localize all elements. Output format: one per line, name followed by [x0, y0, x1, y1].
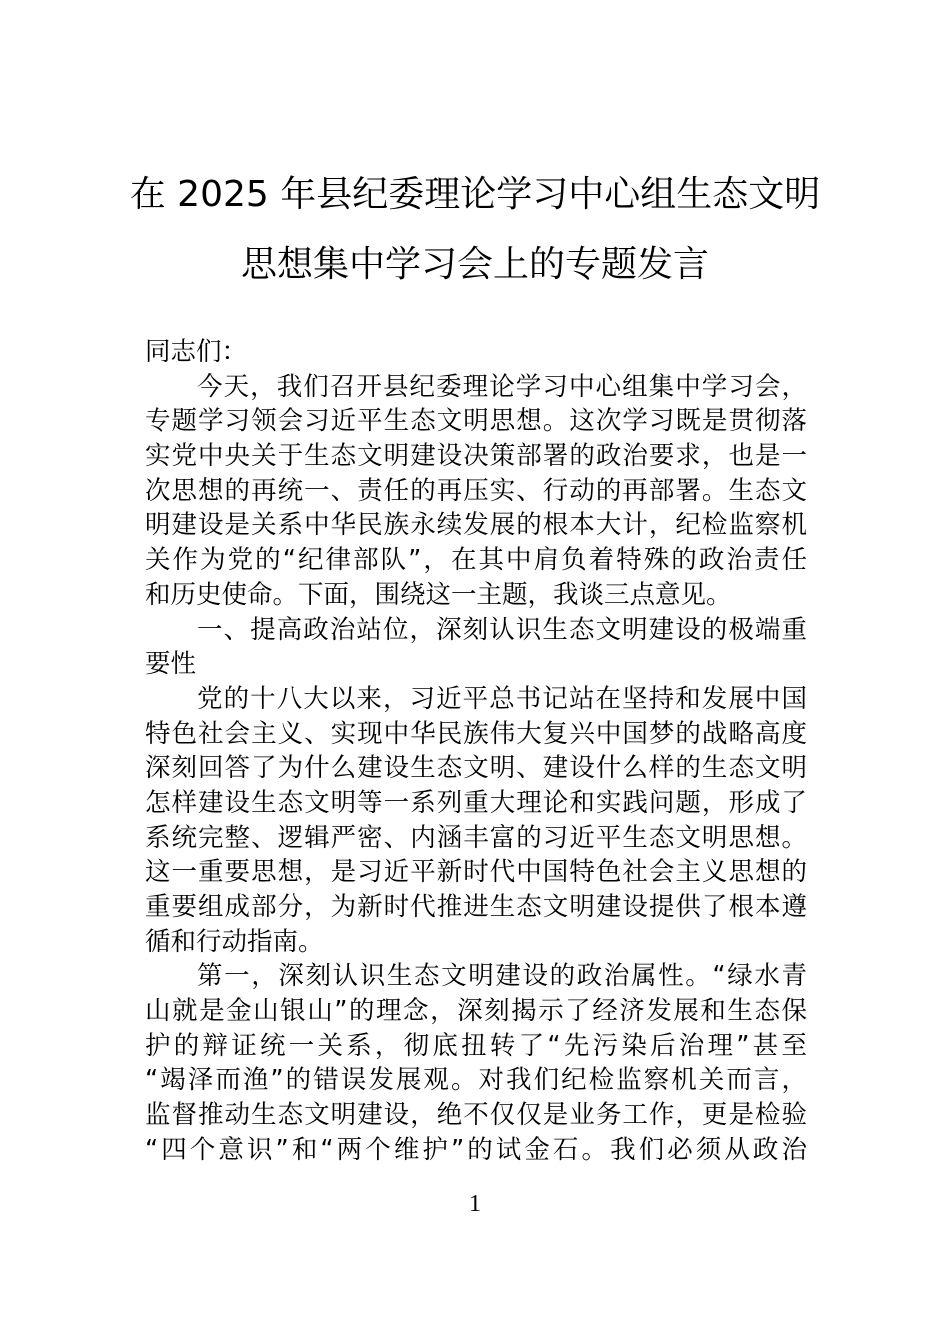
body-line: 第一，深刻认识生态文明建设的政治属性。“绿水青 — [197, 961, 807, 992]
body-line: 关作为党的“纪律部队”，在其中肩负着特殊的政治责任 — [145, 545, 807, 576]
document-title-line-2: 思想集中学习会上的专题发言 — [240, 244, 709, 285]
body-line: 系统完整、逻辑严密、内涵丰富的习近平生态文明思想。 — [145, 822, 807, 853]
body-line: “四个意识”和“两个维护”的试金石。我们必须从政治 — [145, 1134, 807, 1165]
body-line: “竭泽而渔”的错误发展观。对我们纪检监察机关而言， — [145, 1065, 807, 1096]
body-line: 这一重要思想，是习近平新时代中国特色社会主义思想的 — [145, 857, 807, 888]
body-line: 党的十八大以来，习近平总书记站在坚持和发展中国 — [197, 683, 807, 714]
document-title-line-1: 在 2025 年县纪委理论学习中心组生态文明 — [129, 174, 821, 215]
page-number: 1 — [469, 1191, 481, 1217]
section-heading: 要性 — [145, 649, 197, 680]
body-line: 深刻回答了为什么建设生态文明、建设什么样的生态文明 — [145, 753, 807, 784]
body-line: 护的辩证统一关系，彻底扭转了“先污染后治理”甚至 — [145, 1030, 807, 1061]
body-line: 山就是金山银山”的理念，深刻揭示了经济发展和生态保 — [145, 996, 807, 1027]
body-line: 监督推动生态文明建设，绝不仅仅是业务工作，更是检验 — [145, 1100, 807, 1131]
section-heading: 一、提高政治站位，深刻认识生态文明建设的极端重 — [197, 614, 807, 645]
body-line: 循和行动指南。 — [145, 926, 324, 957]
body-line: 怎样建设生态文明等一系列重大理论和实践问题，形成了 — [145, 787, 807, 818]
body-line: 今天，我们召开县纪委理论学习中心组集中学习会， — [197, 371, 807, 402]
body-line: 和历史使命。下面，围绕这一主题，我谈三点意见。 — [145, 579, 732, 610]
body-line: 明建设是关系中华民族永续发展的根本大计，纪检监察机 — [145, 510, 807, 541]
body-line: 实党中央关于生态文明建设决策部署的政治要求，也是一 — [145, 441, 807, 472]
document-body — [145, 335, 807, 1168]
body-line: 特色社会主义、实现中华民族伟大复兴中国梦的战略高度 — [145, 718, 807, 749]
body-line: 次思想的再统一、责任的再压实、行动的再部署。生态文 — [145, 475, 807, 506]
body-line: 专题学习领会习近平生态文明思想。这次学习既是贯彻落 — [145, 406, 807, 437]
salutation: 同志们： — [145, 337, 248, 367]
body-line: 重要组成部分，为新时代推进生态文明建设提供了根本遵 — [145, 892, 807, 922]
